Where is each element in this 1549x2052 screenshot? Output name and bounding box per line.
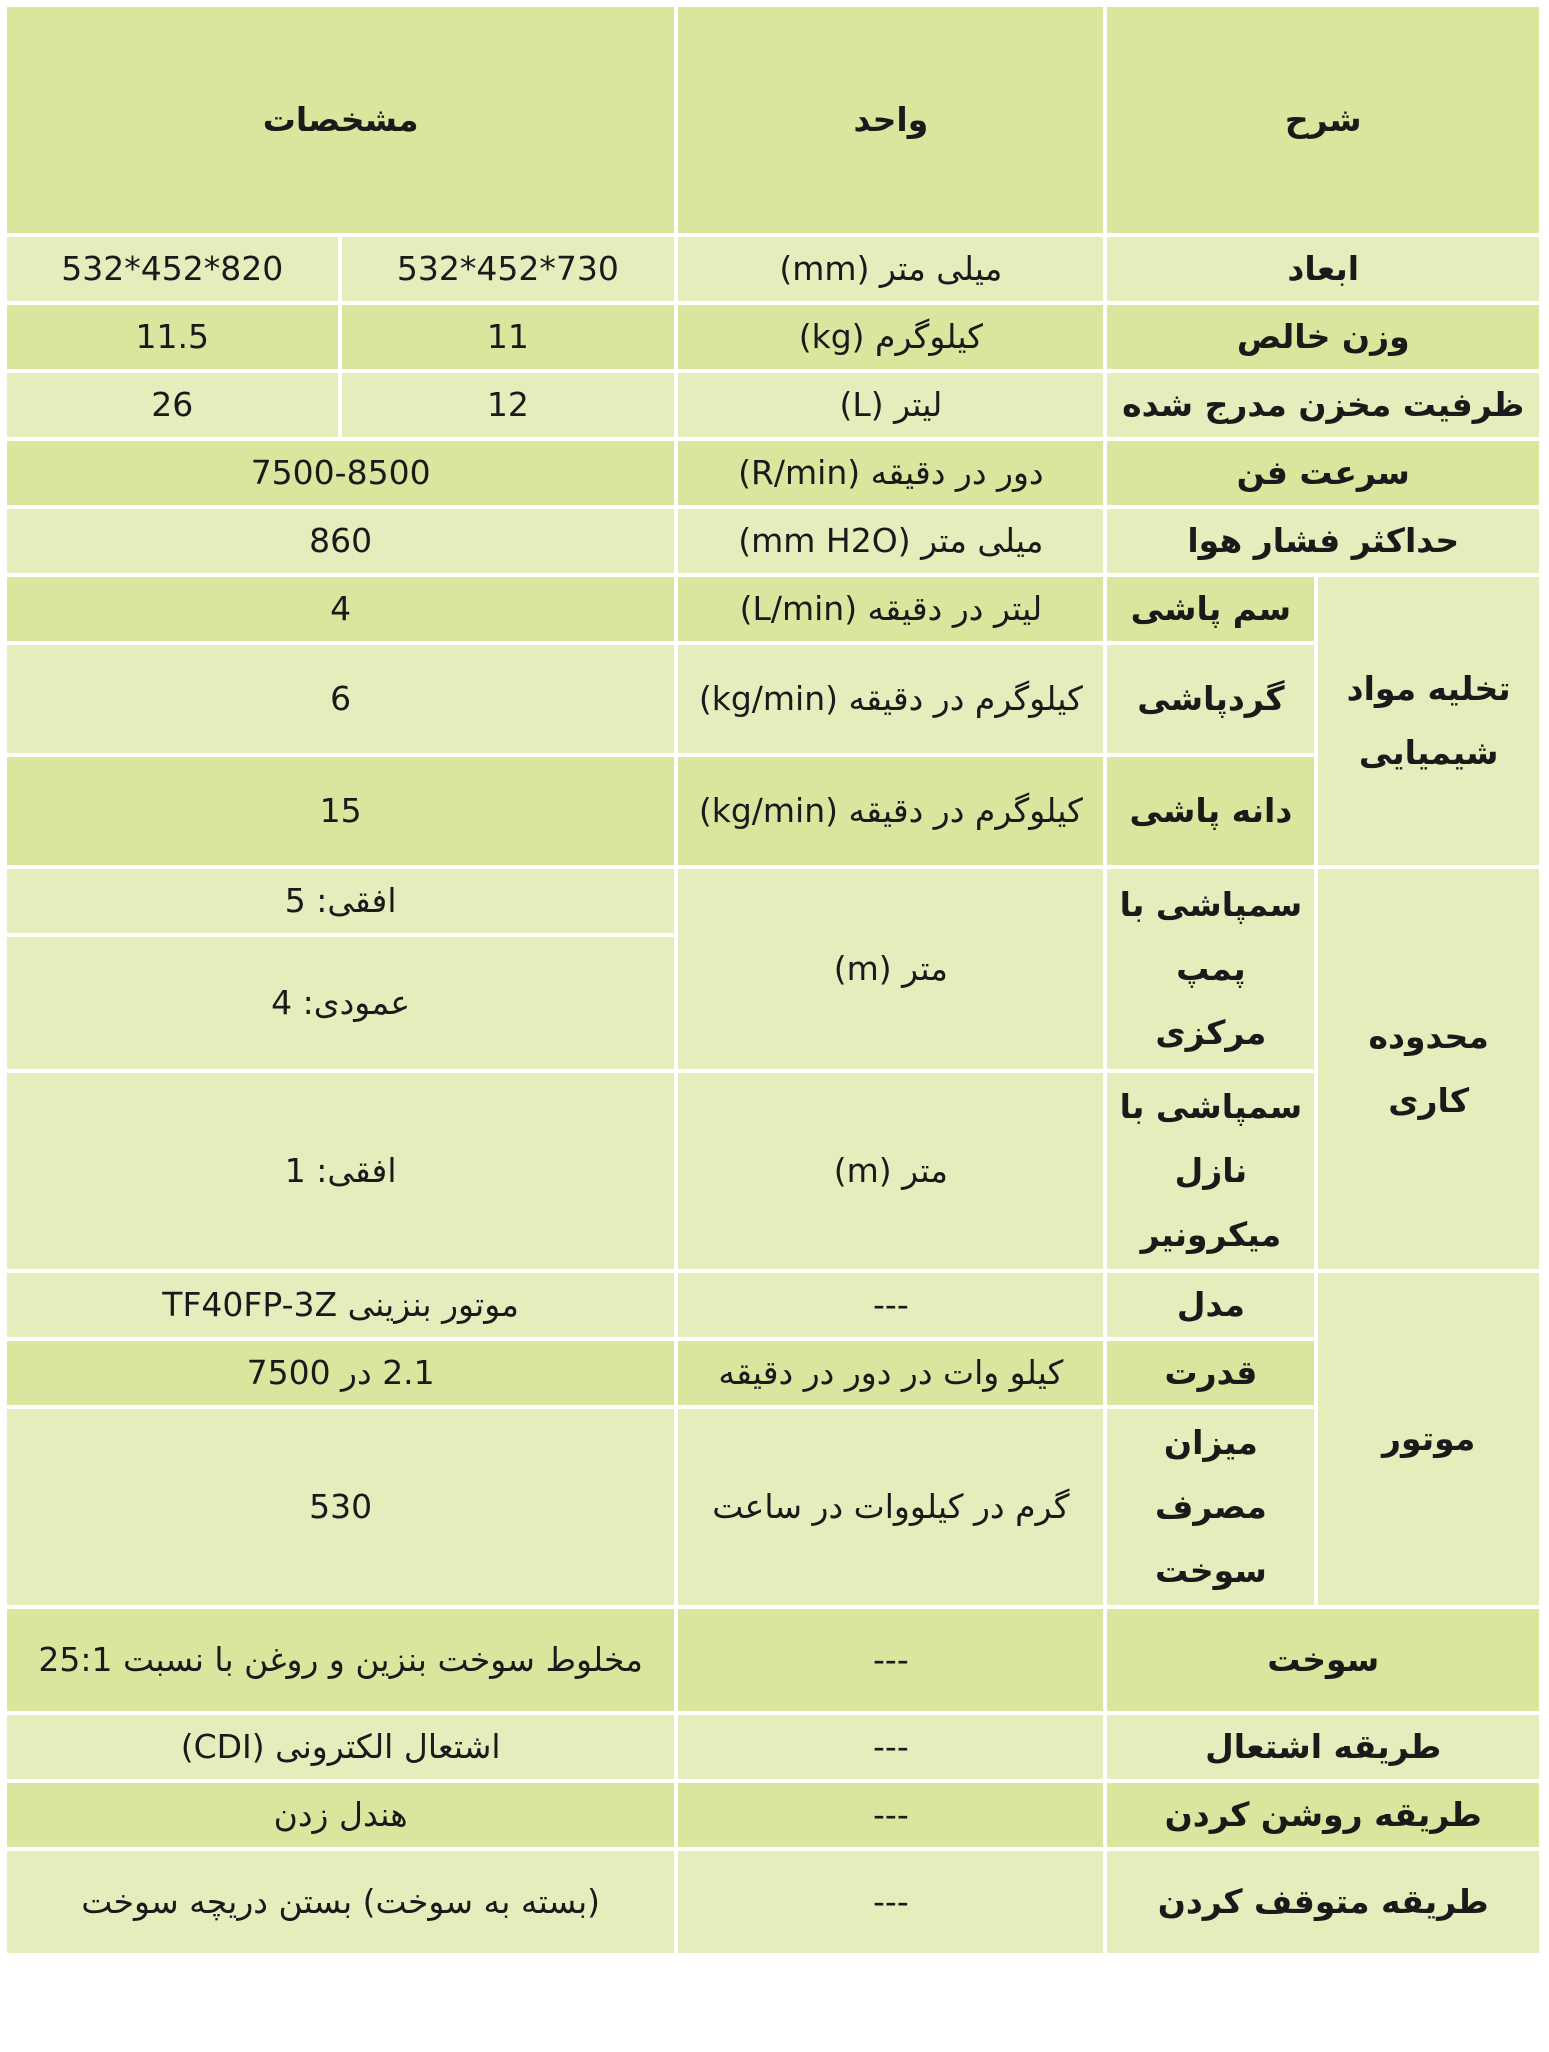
- label-air-pressure: حداکثر فشار هوا: [1107, 509, 1539, 573]
- unit-pump: متر (m): [678, 869, 1103, 1069]
- row-engine-model: [7, 1273, 1539, 1337]
- label-chemical-discharge: تخلیه مواد شیمیایی: [1318, 577, 1539, 865]
- label-fan-speed: سرعت فن: [1107, 441, 1539, 505]
- value-pump-horizontal: افقی: 5: [7, 869, 674, 933]
- value-air-pressure: 860: [7, 509, 674, 573]
- value-fuel-consumption: 530: [7, 1409, 674, 1605]
- unit-weight: کیلوگرم (kg): [678, 305, 1103, 369]
- label-start-method: طریقه روشن کردن: [1107, 1783, 1539, 1847]
- value-pump-vertical: عمودی: 4: [7, 937, 674, 1069]
- value-fuel: مخلوط سوخت بنزین و روغن با نسبت 25:1: [7, 1609, 674, 1711]
- value-tank-2: 26: [7, 373, 338, 437]
- row-granule: [7, 757, 1539, 865]
- row-dusting: [7, 645, 1539, 753]
- label-fuel: سوخت: [1107, 1609, 1539, 1711]
- header-specs: مشخصات: [7, 7, 674, 233]
- row-dimensions: [7, 237, 1539, 301]
- value-fan-speed: 7500-8500: [7, 441, 674, 505]
- unit-model: ---: [678, 1273, 1103, 1337]
- value-weight-1: 11: [342, 305, 675, 369]
- unit-ignition: ---: [678, 1715, 1103, 1779]
- label-dimensions: ابعاد: [1107, 237, 1539, 301]
- label-work-range: محدوده کاری: [1318, 869, 1539, 1269]
- label-model: مدل: [1107, 1273, 1314, 1337]
- row-fan-speed: [7, 441, 1539, 505]
- label-nozzle-spraying: سمپاشی با نازل میکرونیر: [1107, 1073, 1314, 1269]
- value-stop-method: (بسته به سوخت) بستن دریچه سوخت: [7, 1851, 674, 1953]
- row-start-method: [7, 1783, 1539, 1847]
- unit-start-method: ---: [678, 1783, 1103, 1847]
- unit-stop-method: ---: [678, 1851, 1103, 1953]
- row-ignition: [7, 1715, 1539, 1779]
- value-spraying: 4: [7, 577, 674, 641]
- header-row: [7, 7, 1539, 233]
- label-tank: ظرفیت مخزن مدرج شده: [1107, 373, 1539, 437]
- row-nozzle: [7, 1073, 1539, 1269]
- unit-power: کیلو وات در دور در دقیقه: [678, 1341, 1103, 1405]
- label-granule: دانه پاشی: [1107, 757, 1314, 865]
- unit-tank: لیتر (L): [678, 373, 1103, 437]
- label-ignition: طریقه اشتعال: [1107, 1715, 1539, 1779]
- value-tank-1: 12: [342, 373, 675, 437]
- value-granule: 15: [7, 757, 674, 865]
- unit-granule: کیلوگرم در دقیقه (kg/min): [678, 757, 1103, 865]
- row-pump-horizontal: [7, 869, 1539, 933]
- unit-fuel: ---: [678, 1609, 1103, 1711]
- value-model: موتور بنزینی TF40FP-3Z: [7, 1273, 674, 1337]
- label-spraying: سم پاشی: [1107, 577, 1314, 641]
- label-engine: موتور: [1318, 1273, 1539, 1605]
- value-ignition: اشتعال الکترونی (CDI): [7, 1715, 674, 1779]
- value-dimensions-1: 532*452*730: [342, 237, 675, 301]
- header-description: شرح: [1107, 7, 1539, 233]
- label-fuel-consumption: میزان مصرف سوخت: [1107, 1409, 1314, 1605]
- unit-dimensions: میلی متر (mm): [678, 237, 1103, 301]
- row-air-pressure: [7, 509, 1539, 573]
- label-stop-method: طریقه متوقف کردن: [1107, 1851, 1539, 1953]
- unit-fan-speed: دور در دقیقه (R/min): [678, 441, 1103, 505]
- unit-spraying: لیتر در دقیقه (L/min): [678, 577, 1103, 641]
- value-start-method: هندل زدن: [7, 1783, 674, 1847]
- label-power: قدرت: [1107, 1341, 1314, 1405]
- label-weight: وزن خالص: [1107, 305, 1539, 369]
- row-engine-power: [7, 1341, 1539, 1405]
- row-spraying: [7, 577, 1539, 641]
- row-fuel: [7, 1609, 1539, 1711]
- row-fuel-consumption: [7, 1409, 1539, 1605]
- row-stop-method: [7, 1851, 1539, 1953]
- value-power: 2.1 در 7500: [7, 1341, 674, 1405]
- unit-dusting: کیلوگرم در دقیقه (kg/min): [678, 645, 1103, 753]
- value-dusting: 6: [7, 645, 674, 753]
- unit-nozzle: متر (m): [678, 1073, 1103, 1269]
- value-dimensions-2: 532*452*820: [7, 237, 338, 301]
- label-dusting: گردپاشی: [1107, 645, 1314, 753]
- unit-fuel-consumption: گرم در کیلووات در ساعت: [678, 1409, 1103, 1605]
- value-nozzle-horizontal: افقی: 1: [7, 1073, 674, 1269]
- value-weight-2: 11.5: [7, 305, 338, 369]
- header-unit: واحد: [678, 7, 1103, 233]
- unit-air-pressure: میلی متر (mm H2O): [678, 509, 1103, 573]
- row-weight: [7, 305, 1539, 369]
- row-tank: [7, 373, 1539, 437]
- label-pump-spraying: سمپاشی با پمپ مرکزی: [1107, 869, 1314, 1069]
- specifications-table: [3, 3, 1543, 1957]
